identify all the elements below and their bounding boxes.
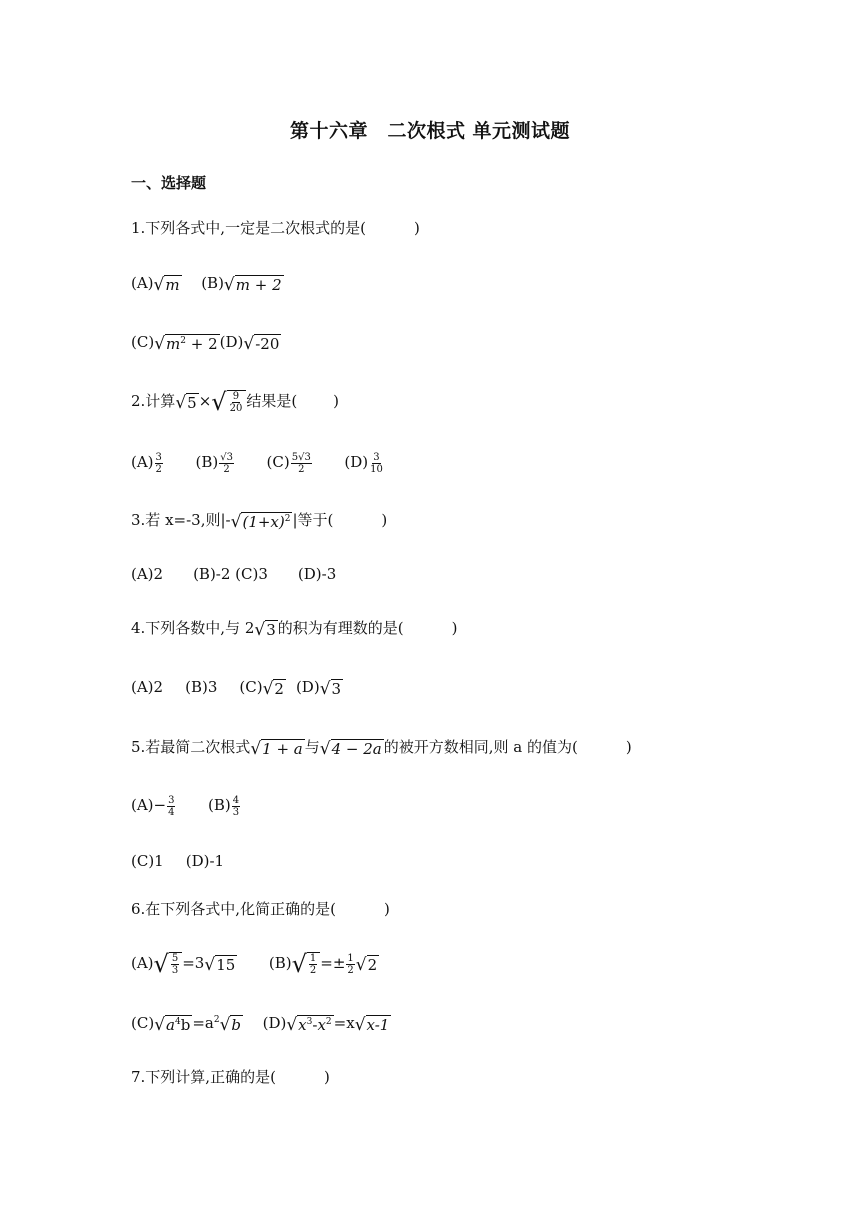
question-3: 3.若 x=-3,则$|-√(1+x)^2$ |等于( ) bbox=[131, 511, 388, 532]
question-5: 5.若最简二次根式√1 + a 与√4 − 2a 的被开方数相同,则 a 的值为( ) bbox=[131, 738, 632, 759]
question-1: 1.下列各式中,一定是二次根式的是( ) bbox=[131, 219, 420, 237]
page-title: 第十六章 二次根式 单元测试题 bbox=[289, 120, 571, 142]
question-1-options-ab: (A)√m (B)√m + 2 bbox=[131, 274, 282, 295]
question-7: 7.下列计算,正确的是( ) bbox=[131, 1068, 330, 1086]
question-6-options-ab: (A)√ $\frac{5}{3}$ =3√15 (B)√ $\frac{1}{2}$ =± $\frac{1}{2}$ √2 bbox=[131, 950, 378, 978]
question-4-options: (A)2 (B)3 (C)√2 (D)√3 bbox=[131, 678, 342, 699]
question-4: 4.下列各数中,与 2√3 的积为有理数的是( ) bbox=[131, 619, 458, 640]
question-1-options-cd: $(C)√m^2 + 2$ (D)√-20 bbox=[131, 333, 280, 354]
question-5-options-ab: (A)− $\frac{3}{4}$ (B) $\frac{4}{3}$ bbox=[131, 794, 240, 818]
section-heading: 一、选择题 bbox=[131, 174, 207, 192]
question-6: 6.在下列各式中,化简正确的是( ) bbox=[131, 900, 390, 918]
question-2: 2.计算√5 ×√ $\frac{9}{20}$ 结果是( ) bbox=[131, 388, 340, 416]
question-5-options-cd: (C)1 (D)-1 bbox=[131, 852, 225, 870]
question-2-options: (A) $\frac{3}{2}$ (B) $\frac{√3}{2}$ (C) $\frac{5√3}{2}$ (D) $\frac{3}{10}$ bbox=[131, 451, 383, 475]
question-6-options-cd: $(C)√a^4b =a^2√b$ $(D)√x^3-x^2 =x√x-1$ bbox=[131, 1014, 390, 1035]
question-3-options: (A)2 (B)-2 (C)3 (D)-3 bbox=[131, 565, 337, 583]
